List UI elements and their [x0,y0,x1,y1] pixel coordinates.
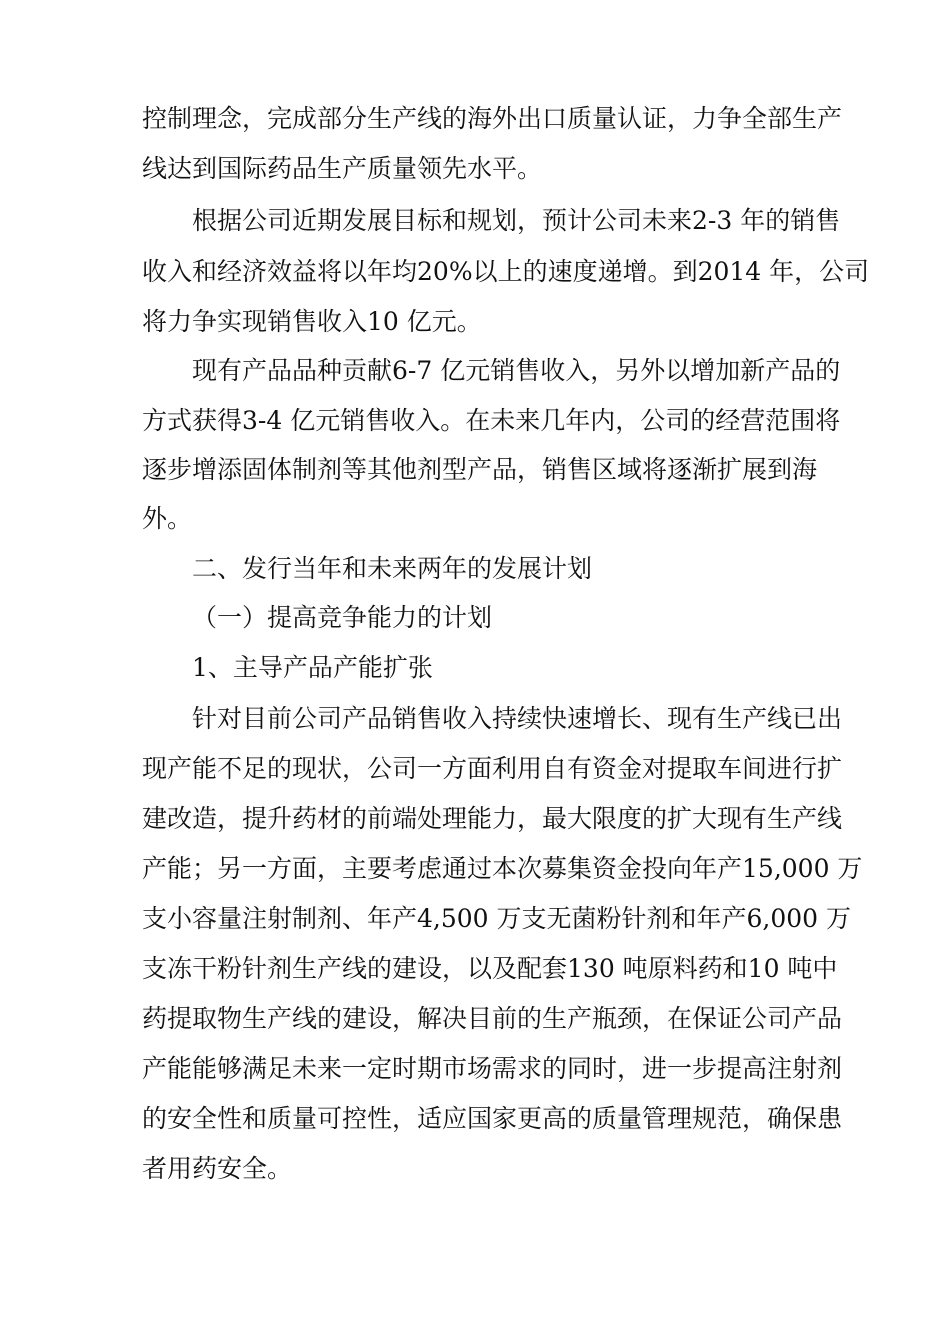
item-heading: 1、主导产品产能扩张 [192,653,433,682]
text-line: 根据公司近期发展目标和规划，预计公司未来2-3 年的销售 [192,206,841,235]
text-line: 现有产品品种贡献6-7 亿元销售收入，另外以增加新产品的 [192,356,841,385]
text-line: 线达到国际药品生产质量领先水平。 [142,154,543,183]
text-line: 建改造，提升药材的前端处理能力，最大限度的扩大现有生产线 [142,804,843,833]
text-line: 者用药安全。 [142,1154,293,1183]
text-line: 方式获得3-4 亿元销售收入。在未来几年内，公司的经营范围将 [142,406,841,435]
text-line: 现产能不足的现状，公司一方面利用自有资金对提取车间进行扩 [142,754,843,783]
subsection-heading: （一）提高竞争能力的计划 [192,603,493,632]
text-line: 逐步增添固体制剂等其他剂型产品，销售区域将逐渐扩展到海 [142,455,818,484]
text-line: 针对目前公司产品销售收入持续快速增长、现有生产线已出 [192,704,843,733]
text-line: 将力争实现销售收入10 亿元。 [142,307,482,336]
section-heading: 二、发行当年和未来两年的发展计划 [192,554,593,583]
text-line: 产能；另一方面，主要考虑通过本次募集资金投向年产15,000 万 [142,854,863,883]
text-line: 外。 [142,504,193,533]
text-line: 的安全性和质量可控性，适应国家更高的质量管理规范，确保患 [142,1104,843,1133]
text-line: 产能能够满足未来一定时期市场需求的同时，进一步提高注射剂 [142,1054,843,1083]
text-line: 药提取物生产线的建设，解决目前的生产瓶颈，在保证公司产品 [142,1004,843,1033]
text-line: 收入和经济效益将以年均20%以上的速度递增。到2014 年，公司 [142,257,870,286]
text-line: 支冻干粉针剂生产线的建设，以及配套130 吨原料药和10 吨中 [142,954,838,983]
text-line: 支小容量注射制剂、年产4,500 万支无菌粉针剂和年产6,000 万 [142,904,852,933]
text-line: 控制理念，完成部分生产线的海外出口质量认证，力争全部生产 [142,104,843,133]
